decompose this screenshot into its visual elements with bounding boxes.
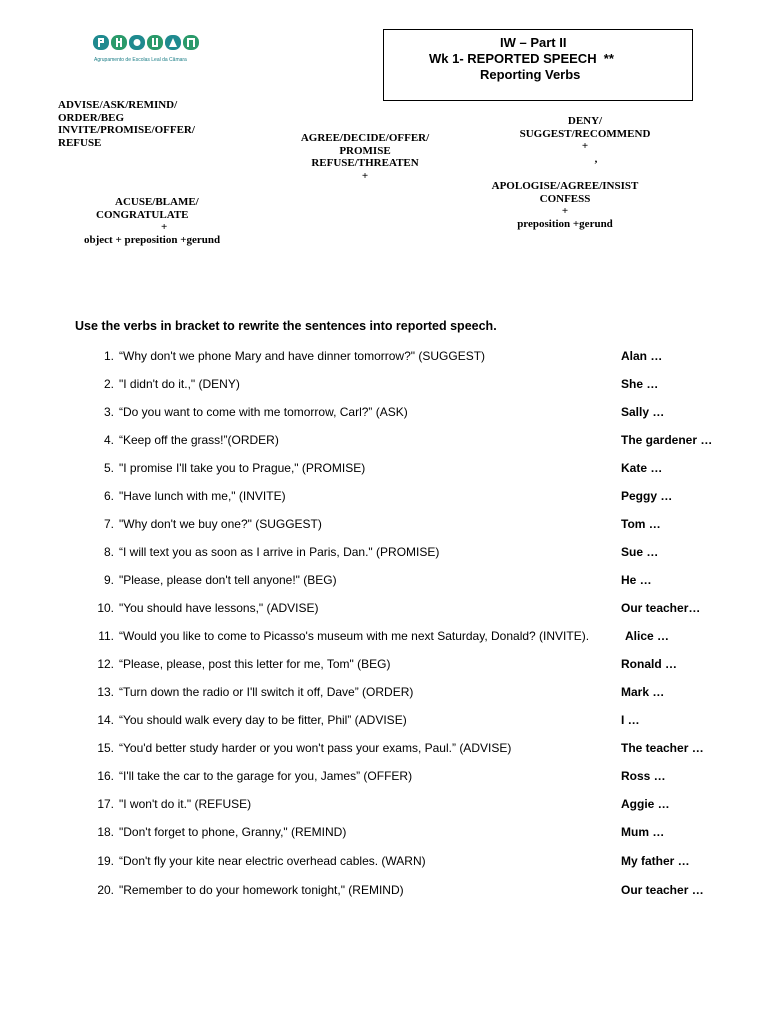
item-number: 18. xyxy=(97,825,114,839)
verb-line: + xyxy=(581,140,589,152)
item-answer-start: Mark … xyxy=(621,685,665,699)
verb-line: PROMISE xyxy=(339,144,391,157)
item-answer-start: Ronald … xyxy=(621,657,677,671)
item-answer-start: The teacher … xyxy=(621,741,704,755)
verb-line: object + preposition +gerund xyxy=(84,233,221,246)
item-number: 7. xyxy=(103,517,114,531)
item-number: 16. xyxy=(97,769,114,783)
verb-line: SUGGEST/RECOMMEND xyxy=(519,127,651,140)
item-sentence: “Please, please, post this letter for me, Tom" (BEG) xyxy=(119,657,391,671)
item-sentence: “You should walk every day to be fitter, Phil” (ADVISE) xyxy=(119,713,407,727)
verb-line: CONFESS xyxy=(539,192,591,205)
item-sentence: “You'd better study harder or you won't pass your exams, Paul.” (ADVISE) xyxy=(119,741,512,755)
item-sentence: “Turn down the radio or I'll switch it off, Dave” (ORDER) xyxy=(119,685,414,699)
verb-line: ‚ xyxy=(594,152,598,165)
item-answer-start: He … xyxy=(621,573,652,587)
verb-line: ADVISE/ASK/REMIND/ xyxy=(58,99,178,111)
item-answer-start: She … xyxy=(621,377,659,391)
item-sentence: "You should have lessons," (ADVISE) xyxy=(119,601,319,615)
item-number: 2. xyxy=(103,377,114,391)
item-sentence: "Remember to do your homework tonight," (REMIND) xyxy=(119,883,404,897)
item-number: 9. xyxy=(103,573,114,587)
item-number: 10. xyxy=(97,601,114,615)
title-line-3: Reporting Verbs xyxy=(480,67,581,82)
verb-line: INVITE/PROMISE/OFFER/ xyxy=(58,124,195,136)
item-sentence: “Keep off the grass!”(ORDER) xyxy=(119,433,279,447)
item-sentence: "Have lunch with me," (INVITE) xyxy=(119,489,286,503)
logo-tagline: Agrupamento de Escolas Leal da Câmara xyxy=(94,57,187,63)
item-number: 14. xyxy=(97,713,114,727)
item-number: 8. xyxy=(103,545,114,559)
verb-line: + xyxy=(161,221,168,233)
item-sentence: “Do you want to come with me tomorrow, Carl?” (ASK) xyxy=(119,405,408,419)
item-answer-start: Kate … xyxy=(621,461,663,475)
verb-line: REFUSE xyxy=(58,136,102,149)
item-sentence: "I won't do it." (REFUSE) xyxy=(119,797,252,811)
verb-line: ORDER/BEG xyxy=(58,111,125,124)
item-answer-start: Our teacher… xyxy=(621,601,701,615)
item-answer-start: My father … xyxy=(621,854,690,868)
item-sentence: "Don't forget to phone, Granny," (REMIND) xyxy=(119,825,347,839)
verb-line: AGREE/DECIDE/OFFER/ xyxy=(300,132,430,144)
verb-line: + xyxy=(361,169,369,182)
title-line-2: Wk 1- REPORTED SPEECH ** xyxy=(429,51,614,66)
item-sentence: “I will text you as soon as I arrive in Paris, Dan." (PROMISE) xyxy=(119,545,440,559)
item-answer-start: Mum … xyxy=(621,825,665,839)
item-answer-start: The gardener … xyxy=(621,433,713,447)
item-sentence: “I'll take the car to the garage for you, James” (OFFER) xyxy=(119,769,413,783)
item-sentence: "Why don't we buy one?" (SUGGEST) xyxy=(119,517,322,531)
verb-line: CONGRATULATE xyxy=(96,208,189,221)
item-sentence: "I didn't do it.," (DENY) xyxy=(119,377,240,391)
item-number: 19. xyxy=(97,854,114,868)
verb-line: ACUSE/BLAME/ xyxy=(115,196,199,208)
item-number: 3. xyxy=(103,405,114,419)
item-number: 11. xyxy=(98,629,114,643)
item-number: 1. xyxy=(103,349,114,363)
item-answer-start: Alan … xyxy=(621,349,663,363)
verb-line: REFUSE/THREATEN xyxy=(311,157,419,169)
item-number: 5. xyxy=(103,461,114,475)
item-answer-start: Sally … xyxy=(621,405,665,419)
item-number: 6. xyxy=(103,489,114,503)
item-answer-start: Tom … xyxy=(621,517,661,531)
item-sentence: “Don't fly your kite near electric overhead cables. (WARN) xyxy=(119,854,426,868)
item-number: 13. xyxy=(97,685,114,699)
item-sentence: “Why don't we phone Mary and have dinner tomorrow?" (SUGGEST) xyxy=(119,349,486,363)
item-number: 20. xyxy=(97,883,114,897)
verb-line: preposition +gerund xyxy=(517,217,613,230)
title-line-1: IW – Part II xyxy=(500,35,567,50)
item-number: 17. xyxy=(97,797,114,811)
item-answer-start: Sue … xyxy=(621,545,659,559)
item-answer-start: Peggy … xyxy=(621,489,673,503)
item-answer-start: Our teacher … xyxy=(621,883,704,897)
item-answer-start: Aggie … xyxy=(621,797,670,811)
item-number: 15. xyxy=(97,741,114,755)
verb-line: + xyxy=(561,205,569,217)
verb-line: DENY/ xyxy=(567,115,603,127)
instruction: Use the verbs in bracket to rewrite the sentences into reported speech. xyxy=(75,319,497,333)
item-sentence: “Would you like to come to Picasso's museum with me next Saturday, Donald? (INVITE). xyxy=(119,629,590,643)
verb-line: APOLOGISE/AGREE/INSIST xyxy=(491,180,639,192)
item-number: 4. xyxy=(103,433,114,447)
item-number: 12. xyxy=(97,657,114,671)
item-answer-start: I … xyxy=(621,713,640,727)
item-sentence: "I promise I'll take you to Prague," (PROMISE) xyxy=(119,461,366,475)
item-answer-start: Ross … xyxy=(621,769,666,783)
item-sentence: "Please, please don't tell anyone!" (BEG) xyxy=(119,573,337,587)
item-answer-start: Alice … xyxy=(625,629,670,643)
